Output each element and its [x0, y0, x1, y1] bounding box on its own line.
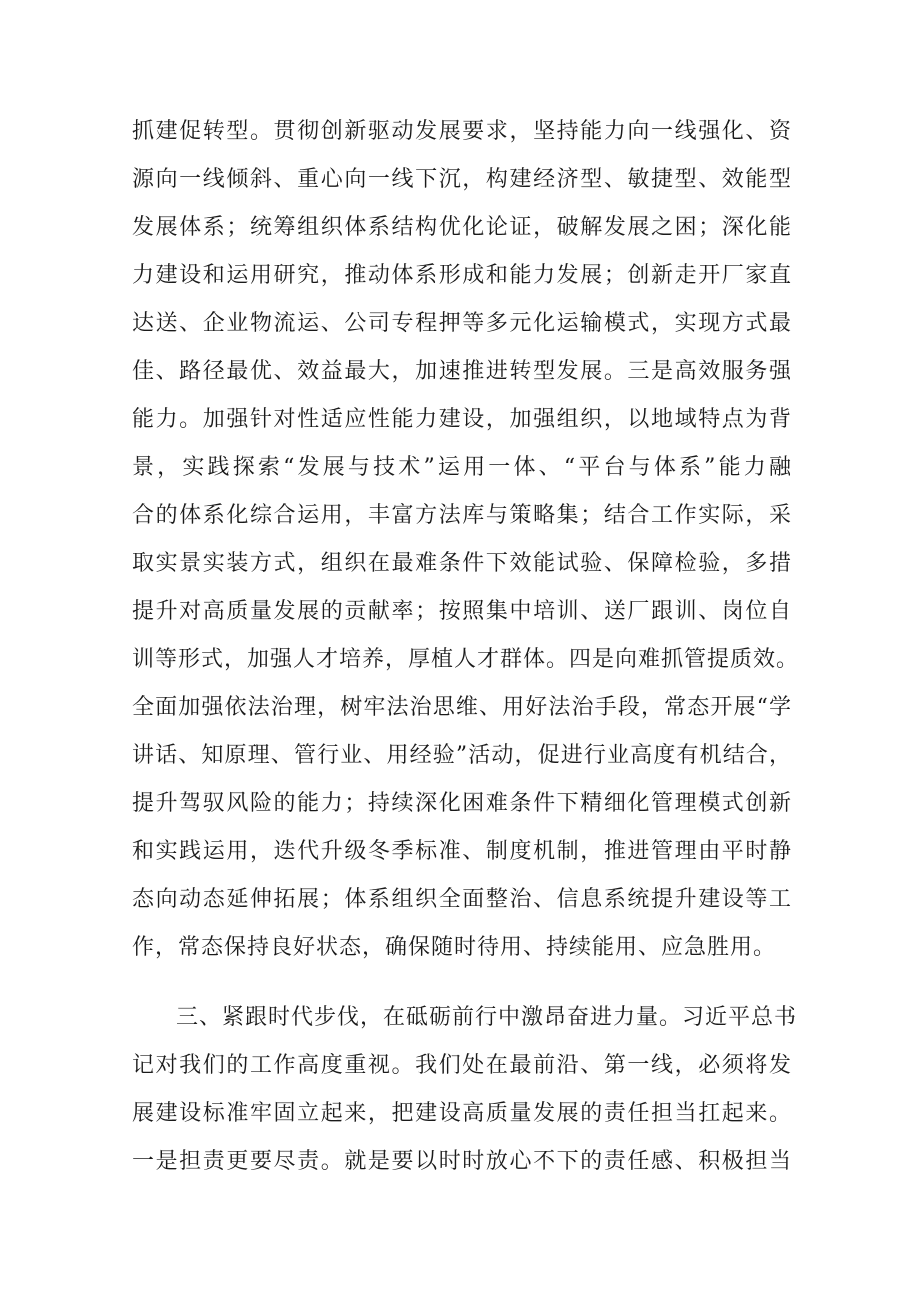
text-line: 展建设标准牢固立起来，把建设高质量发展的责任担当扛起来。: [132, 1101, 792, 1126]
text-line: 作，常态保持良好状态，确保随时待用、持续能用、应急胜用。: [132, 935, 777, 960]
paragraph-section-three: [132, 994, 798, 1186]
text-line: 达送、企业物流运、公司专程押等多元化运输模式，实现方式最: [132, 311, 792, 336]
text-line: 提升对高质量发展的贡献率；按照集中培训、送厂跟训、岗位自: [132, 599, 792, 624]
text-line: 景，实践探索“发展与技术”运用一体、“平台与体系”能力融: [132, 455, 792, 480]
paragraph-transformation: [132, 108, 800, 972]
text-line: 提升驾驭风险的能力；持续深化困难条件下精细化管理模式创新: [132, 791, 792, 816]
text-line: 发展体系；统筹组织体系结构优化论证，破解发展之困；深化能: [132, 215, 792, 240]
text-line: 合的体系化综合运用，丰富方法库与策略集；结合工作实际，采: [132, 503, 792, 528]
text-line: 态向动态延伸拓展；体系组织全面整治、信息系统提升建设等工: [132, 887, 792, 912]
text-line: 源向一线倾斜、重心向一线下沉，构建经济型、敏捷型、效能型: [132, 167, 792, 192]
text-line: 抓建促转型。贯彻创新驱动发展要求，坚持能力向一线强化、资: [132, 119, 792, 144]
text-line: 讲话、知原理、管行业、用经验”活动，促进行业高度有机结合，: [132, 743, 792, 768]
text-line: 一是担责更要尽责。就是要以时时放心不下的责任感、积极担当: [132, 1149, 792, 1174]
text-line: 和实践运用，迭代升级冬季标准、制度机制，推进管理由平时静: [132, 839, 792, 864]
text-line: 能力。加强针对性适应性能力建设，加强组织，以地域特点为背: [132, 407, 792, 432]
text-line: 全面加强依法治理，树牢法治思维、用好法治手段，常态开展“学: [132, 695, 792, 720]
text-line: 佳、路径最优、效益最大，加速推进转型发展。三是高效服务强: [132, 359, 792, 384]
text-line: 训等形式，加强人才培养，厚植人才群体。四是向难抓管提质效。: [132, 647, 800, 672]
text-line: 取实景实装方式，组织在最难条件下效能试验、保障检验，多措: [132, 551, 792, 576]
text-line: 记对我们的工作高度重视。我们处在最前沿、第一线，必须将发: [132, 1053, 792, 1078]
text-line: 三、紧跟时代步伐，在砥砺前行中激昂奋进力量。习近平总书: [176, 1005, 798, 1030]
text-line: 力建设和运用研究，推动体系形成和能力发展；创新走开厂家直: [132, 263, 792, 288]
